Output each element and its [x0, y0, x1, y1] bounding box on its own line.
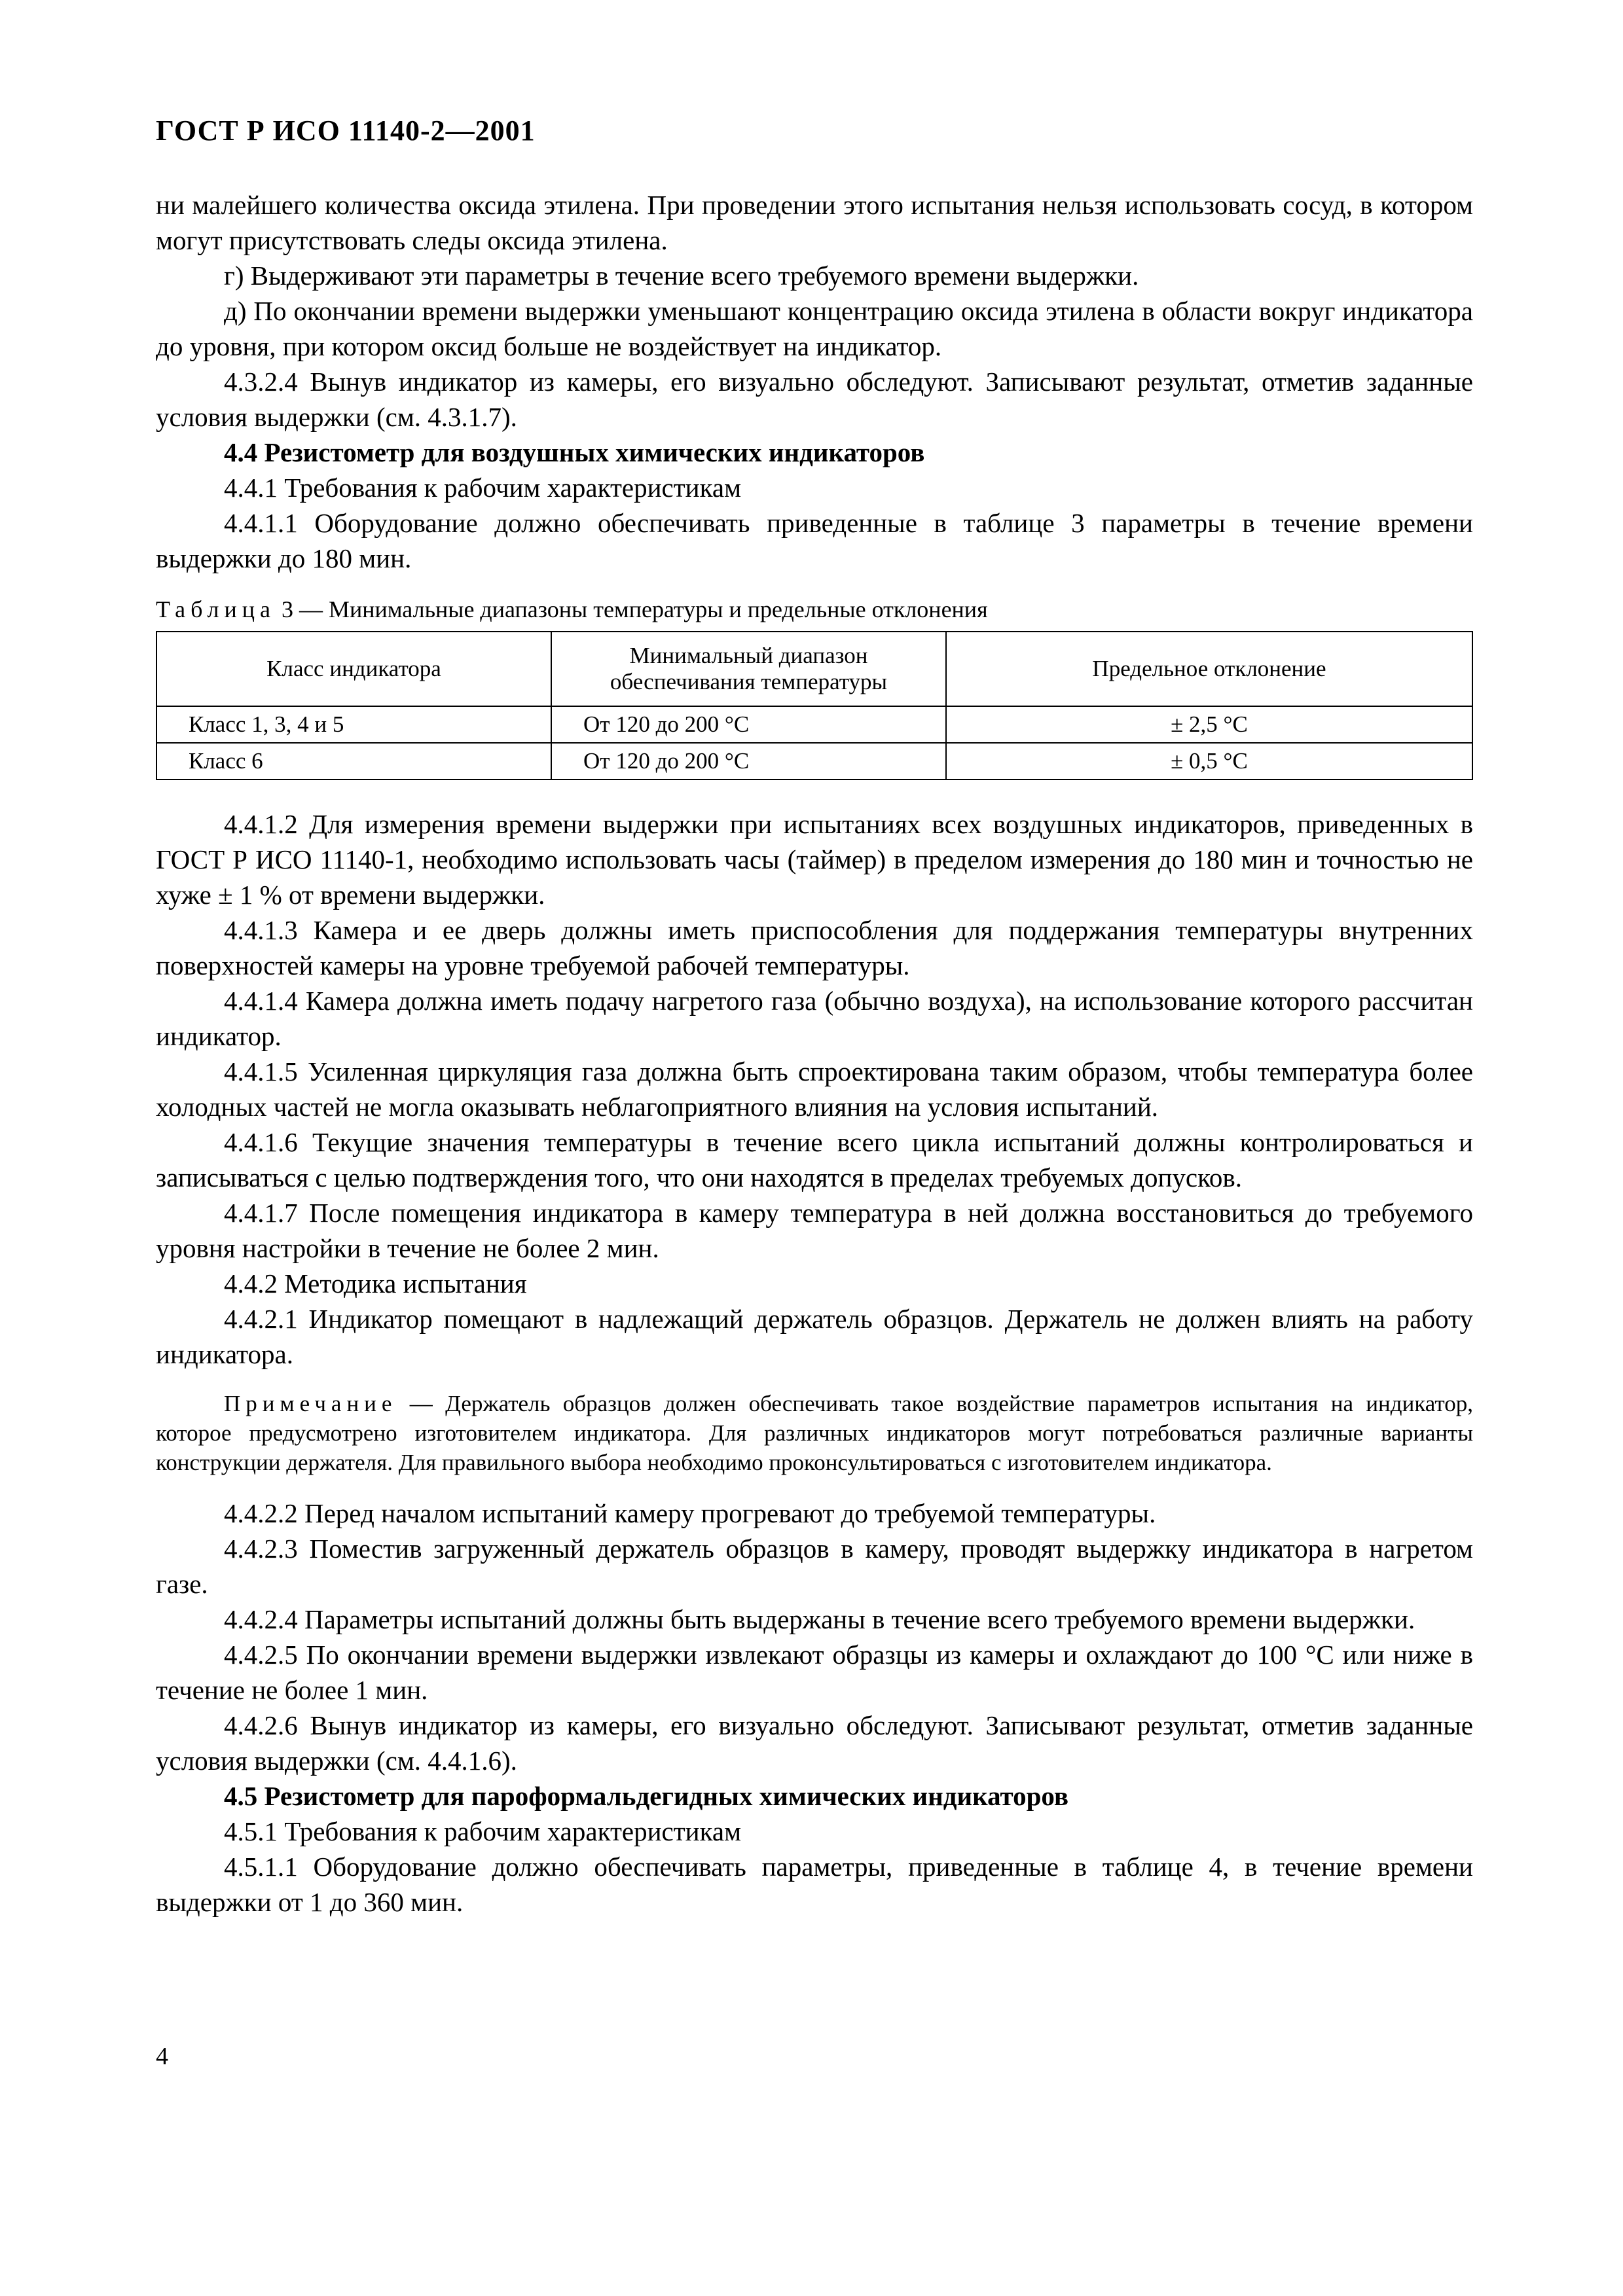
clause-4-4-2-4: 4.4.2.4 Параметры испытаний должны быть выдержаны в течение всего требуемого времени выдержки.: [224, 1604, 1415, 1634]
section-heading-4-4: 4.4 Резистометр для воздушных химических индикаторов: [224, 437, 925, 467]
table-caption-text: 3 — Минимальные диапазоны температуры и предельные отклонения: [281, 596, 988, 622]
clause-4-4-1-2: 4.4.1.2 Для измерения времени выдержки при испытаниях всех воздушных индикаторов, приведенных в ГОСТ Р ИСО 11140-1, необходимо использовать часы (таймер) в пределом измерения до 180 мин и точностью не хуже ± 1 % от времени выдержки.: [156, 809, 1473, 910]
list-item-d: д) По окончании времени выдержки уменьшают концентрацию оксида этилена в области вокруг индикатора до уровня, при котором оксид больше не воздействует на индикатор.: [156, 296, 1473, 361]
clause-4-4-2-6: 4.4.2.6 Вынув индикатор из камеры, его визуально обследуют. Записывают результат, отметив заданные условия выдержки (см. 4.4.1.6).: [156, 1710, 1473, 1776]
clause-4-5-1-1: 4.5.1.1 Оборудование должно обеспечивать параметры, приведенные в таблице 4, в течение времени выдержки от 1 до 360 мин.: [156, 1852, 1473, 1917]
clause-4-4-1-4: 4.4.1.4 Камера должна иметь подачу нагретого газа (обычно воздуха), на использование которого рассчитан индикатор.: [156, 986, 1473, 1051]
table-cell: От 120 до 200 °С: [551, 706, 946, 743]
clause-4-4-1-1: 4.4.1.1 Оборудование должно обеспечивать приведенные в таблице 3 параметры в течение времени выдержки до 180 мин.: [156, 508, 1473, 573]
clause-4-3-2-4: 4.3.2.4 Вынув индикатор из камеры, его визуально обследуют. Записывают результат, отметив заданные условия выдержки (см. 4.3.1.7).: [156, 367, 1473, 432]
clause-4-4-2-3: 4.4.2.3 Поместив загруженный держатель образцов в камеру, проводят выдержку индикатора в нагретом газе.: [156, 1534, 1473, 1599]
table-cell: Класс 1, 3, 4 и 5: [156, 706, 551, 743]
table-header-cell: Класс индикатора: [156, 632, 551, 706]
subsection-heading-4-4-1: 4.4.1 Требования к рабочим характеристикам: [224, 473, 742, 503]
clause-4-4-2-1: 4.4.2.1 Индикатор помещают в надлежащий держатель образцов. Держатель не должен влиять на работу индикатора.: [156, 1304, 1473, 1369]
note: [156, 1389, 1473, 1477]
table-row: [156, 743, 1472, 780]
clause-4-4-2-2: 4.4.2.2 Перед началом испытаний камеру прогревают до требуемой температуры.: [224, 1498, 1156, 1528]
table-header-row: [156, 632, 1472, 706]
table-3: [156, 631, 1473, 780]
table-cell: ± 0,5 °С: [946, 743, 1472, 780]
subsection-heading-4-4-2: 4.4.2 Методика испытания: [224, 1268, 527, 1299]
document-header: ГОСТ Р ИСО 11140-2—2001: [156, 115, 536, 147]
table-cell: Класс 6: [156, 743, 551, 780]
table-cell: ± 2,5 °С: [946, 706, 1472, 743]
document-body: [156, 187, 1473, 1920]
clause-4-4-1-3: 4.4.1.3 Камера и ее дверь должны иметь приспособления для поддержания температуры внутренних поверхностей камеры на уровне требуемой рабочей температуры.: [156, 915, 1473, 980]
table-row: [156, 706, 1472, 743]
clause-4-4-1-6: 4.4.1.6 Текущие значения температуры в течение всего цикла испытаний должны контролироваться и записываться с целью подтверждения того, что они находятся в пределах требуемых допусков.: [156, 1127, 1473, 1193]
table-header-cell: Предельное отклонение: [946, 632, 1472, 706]
list-item-g: г) Выдерживают эти параметры в течение всего требуемого времени выдержки.: [224, 260, 1139, 291]
subsection-heading-4-5-1: 4.5.1 Требования к рабочим характеристикам: [224, 1816, 742, 1846]
clause-4-4-2-5: 4.4.2.5 По окончании времени выдержки извлекают образцы из камеры и охлаждают до 100 °С или ниже в течение не более 1 мин.: [156, 1640, 1473, 1705]
note-label: Примечание: [224, 1391, 397, 1416]
page-number: 4: [156, 2043, 168, 2070]
paragraph: ни малейшего количества оксида этилена. При проведении этого испытания нельзя использовать сосуд, в котором могут присутствовать следы оксида этилена.: [156, 190, 1473, 255]
table-caption: [156, 594, 1473, 624]
clause-4-4-1-7: 4.4.1.7 После помещения индикатора в камеру температура в ней должна восстановиться до требуемого уровня настройки в течение не более 2 мин.: [156, 1198, 1473, 1263]
clause-4-4-1-5: 4.4.1.5 Усиленная циркуляция газа должна быть спроектирована таким образом, чтобы температура более холодных частей не могла оказывать неблагоприятного влияния на условия испытаний.: [156, 1056, 1473, 1122]
table-caption-label: Таблица: [156, 596, 276, 622]
table-cell: От 120 до 200 °С: [551, 743, 946, 780]
table-header-cell: Минимальный диапазон обеспечивания температуры: [551, 632, 946, 706]
note-text: — Держатель образцов должен обеспечивать такое воздействие параметров испытания на индикатор, которое предусмотрено изготовителем индикатора. Для различных индикаторов могут потребоваться различные варианты конструкции держателя. Для правильного выбора необходимо проконсультироваться с изготовителем индикатора.: [156, 1391, 1474, 1475]
section-heading-4-5: 4.5 Резистометр для пароформальдегидных химических индикаторов: [224, 1781, 1069, 1811]
